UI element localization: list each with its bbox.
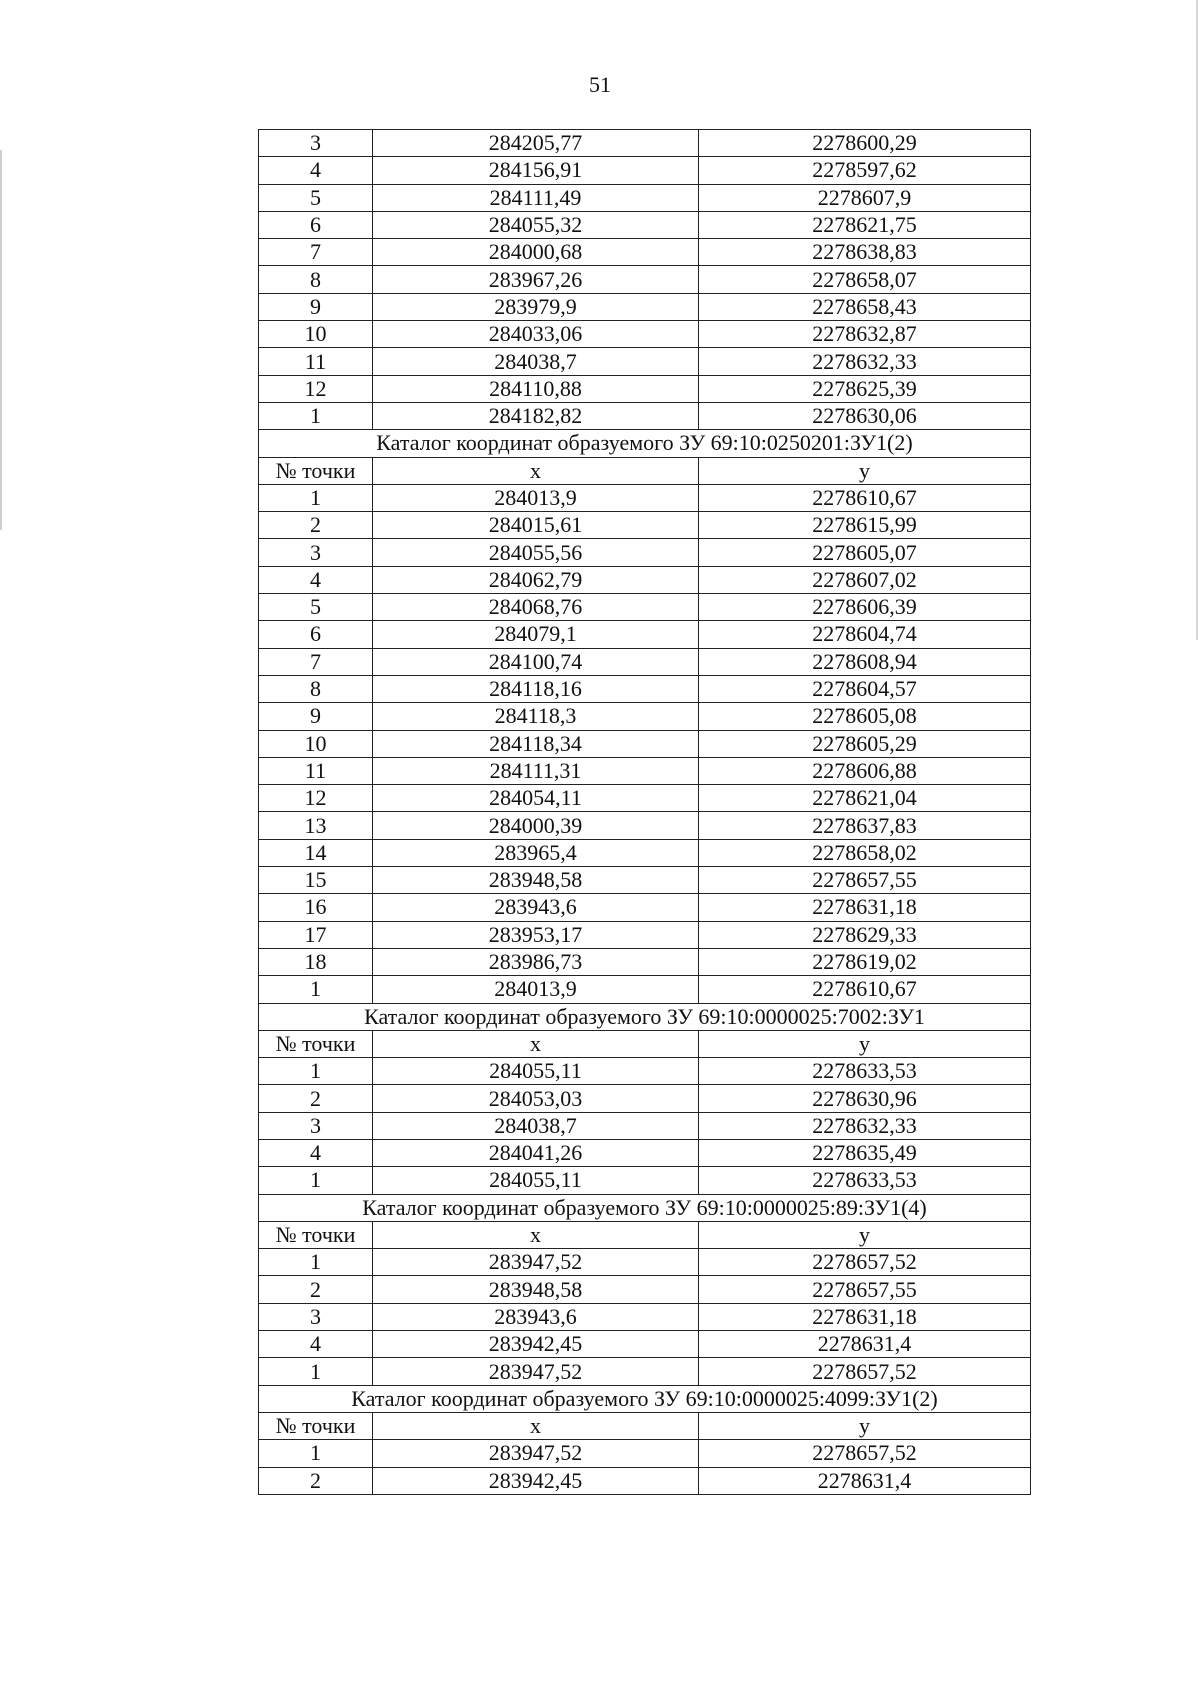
header-x: x <box>373 1030 699 1057</box>
y-coordinate-cell: 2278615,99 <box>699 512 1031 539</box>
table-row <box>259 484 1031 511</box>
scan-edge-left <box>0 150 2 530</box>
point-number-cell: 12 <box>259 785 373 812</box>
y-coordinate-cell: 2278604,57 <box>699 675 1031 702</box>
point-number-cell: 1 <box>259 1249 373 1276</box>
x-coordinate-cell: 284053,03 <box>373 1085 699 1112</box>
table-row <box>259 375 1031 402</box>
x-coordinate-cell: 284041,26 <box>373 1139 699 1166</box>
y-coordinate-cell: 2278638,83 <box>699 239 1031 266</box>
y-coordinate-cell: 2278658,07 <box>699 266 1031 293</box>
x-coordinate-cell: 283942,45 <box>373 1467 699 1494</box>
table-row <box>259 1085 1031 1112</box>
x-coordinate-cell: 284038,7 <box>373 1112 699 1139</box>
header-x: x <box>373 1412 699 1439</box>
y-coordinate-cell: 2278605,07 <box>699 539 1031 566</box>
catalog-title: Каталог координат образуемого ЗУ 69:10:0250201:ЗУ1(2) <box>259 430 1031 457</box>
table-row <box>259 239 1031 266</box>
point-number-cell: 4 <box>259 1139 373 1166</box>
table-row <box>259 157 1031 184</box>
x-coordinate-cell: 284033,06 <box>373 321 699 348</box>
y-coordinate-cell: 2278657,52 <box>699 1440 1031 1467</box>
point-number-cell: 1 <box>259 1440 373 1467</box>
x-coordinate-cell: 283953,17 <box>373 921 699 948</box>
point-number-cell: 13 <box>259 812 373 839</box>
y-coordinate-cell: 2278610,67 <box>699 484 1031 511</box>
table-row <box>259 1249 1031 1276</box>
table-row <box>259 757 1031 784</box>
x-coordinate-cell: 284111,31 <box>373 757 699 784</box>
table-row <box>259 1303 1031 1330</box>
point-number-cell: 16 <box>259 894 373 921</box>
coordinates-table-body <box>259 130 1031 1495</box>
y-coordinate-cell: 2278631,18 <box>699 1303 1031 1330</box>
y-coordinate-cell: 2278637,83 <box>699 812 1031 839</box>
x-coordinate-cell: 283948,58 <box>373 867 699 894</box>
table-row <box>259 1112 1031 1139</box>
point-number-cell: 11 <box>259 348 373 375</box>
header-point-number: № точки <box>259 457 373 484</box>
header-y: y <box>699 1221 1031 1248</box>
x-coordinate-cell: 283979,9 <box>373 293 699 320</box>
table-row <box>259 839 1031 866</box>
y-coordinate-cell: 2278630,96 <box>699 1085 1031 1112</box>
x-coordinate-cell: 283947,52 <box>373 1440 699 1467</box>
point-number-cell: 10 <box>259 321 373 348</box>
table-row <box>259 703 1031 730</box>
x-coordinate-cell: 284015,61 <box>373 512 699 539</box>
table-row <box>259 867 1031 894</box>
table-row <box>259 1440 1031 1467</box>
y-coordinate-cell: 2278600,29 <box>699 130 1031 157</box>
y-coordinate-cell: 2278631,4 <box>699 1331 1031 1358</box>
page-number: 51 <box>589 72 611 97</box>
point-number-cell: 1 <box>259 484 373 511</box>
x-coordinate-cell: 284182,82 <box>373 402 699 429</box>
x-coordinate-cell: 284205,77 <box>373 130 699 157</box>
x-coordinate-cell: 284055,32 <box>373 211 699 238</box>
table-row <box>259 321 1031 348</box>
x-coordinate-cell: 284054,11 <box>373 785 699 812</box>
point-number-cell: 2 <box>259 512 373 539</box>
table-row <box>259 348 1031 375</box>
table-header-row <box>259 1221 1031 1248</box>
table-row <box>259 539 1031 566</box>
header-point-number: № точки <box>259 1030 373 1057</box>
point-number-cell: 14 <box>259 839 373 866</box>
y-coordinate-cell: 2278619,02 <box>699 948 1031 975</box>
table-row <box>259 785 1031 812</box>
table-row <box>259 293 1031 320</box>
x-coordinate-cell: 284062,79 <box>373 566 699 593</box>
table-row <box>259 266 1031 293</box>
point-number-cell: 1 <box>259 1058 373 1085</box>
point-number-cell: 6 <box>259 621 373 648</box>
table-row <box>259 1167 1031 1194</box>
table-row <box>259 1467 1031 1494</box>
y-coordinate-cell: 2278657,52 <box>699 1358 1031 1385</box>
table-row <box>259 402 1031 429</box>
y-coordinate-cell: 2278631,18 <box>699 894 1031 921</box>
y-coordinate-cell: 2278621,75 <box>699 211 1031 238</box>
header-point-number: № точки <box>259 1412 373 1439</box>
table-row <box>259 211 1031 238</box>
y-coordinate-cell: 2278604,74 <box>699 621 1031 648</box>
table-row <box>259 976 1031 1003</box>
x-coordinate-cell: 284111,49 <box>373 184 699 211</box>
x-coordinate-cell: 283986,73 <box>373 948 699 975</box>
x-coordinate-cell: 284000,39 <box>373 812 699 839</box>
y-coordinate-cell: 2278632,33 <box>699 1112 1031 1139</box>
y-coordinate-cell: 2278633,53 <box>699 1058 1031 1085</box>
catalog-title-row <box>259 1385 1031 1412</box>
x-coordinate-cell: 284055,56 <box>373 539 699 566</box>
x-coordinate-cell: 284055,11 <box>373 1167 699 1194</box>
table-row <box>259 921 1031 948</box>
point-number-cell: 4 <box>259 1331 373 1358</box>
x-coordinate-cell: 284068,76 <box>373 594 699 621</box>
point-number-cell: 8 <box>259 675 373 702</box>
table-header-row <box>259 1412 1031 1439</box>
point-number-cell: 9 <box>259 703 373 730</box>
x-coordinate-cell: 284118,34 <box>373 730 699 757</box>
y-coordinate-cell: 2278658,43 <box>699 293 1031 320</box>
point-number-cell: 7 <box>259 239 373 266</box>
y-coordinate-cell: 2278658,02 <box>699 839 1031 866</box>
header-y: y <box>699 1030 1031 1057</box>
point-number-cell: 15 <box>259 867 373 894</box>
x-coordinate-cell: 283965,4 <box>373 839 699 866</box>
point-number-cell: 11 <box>259 757 373 784</box>
point-number-cell: 2 <box>259 1276 373 1303</box>
point-number-cell: 1 <box>259 1167 373 1194</box>
y-coordinate-cell: 2278635,49 <box>699 1139 1031 1166</box>
header-x: x <box>373 1221 699 1248</box>
point-number-cell: 3 <box>259 130 373 157</box>
y-coordinate-cell: 2278606,39 <box>699 594 1031 621</box>
table-row <box>259 1276 1031 1303</box>
y-coordinate-cell: 2278621,04 <box>699 785 1031 812</box>
catalog-title-row <box>259 1194 1031 1221</box>
x-coordinate-cell: 283948,58 <box>373 1276 699 1303</box>
point-number-cell: 5 <box>259 184 373 211</box>
x-coordinate-cell: 284156,91 <box>373 157 699 184</box>
catalog-title-row <box>259 1003 1031 1030</box>
point-number-cell: 1 <box>259 402 373 429</box>
table-row <box>259 730 1031 757</box>
header-point-number: № точки <box>259 1221 373 1248</box>
table-row <box>259 812 1031 839</box>
y-coordinate-cell: 2278605,29 <box>699 730 1031 757</box>
x-coordinate-cell: 283942,45 <box>373 1331 699 1358</box>
catalog-title-row <box>259 430 1031 457</box>
y-coordinate-cell: 2278632,33 <box>699 348 1031 375</box>
x-coordinate-cell: 284013,9 <box>373 976 699 1003</box>
catalog-title: Каталог координат образуемого ЗУ 69:10:0000025:7002:ЗУ1 <box>259 1003 1031 1030</box>
header-x: x <box>373 457 699 484</box>
y-coordinate-cell: 2278597,62 <box>699 157 1031 184</box>
y-coordinate-cell: 2278605,08 <box>699 703 1031 730</box>
y-coordinate-cell: 2278607,9 <box>699 184 1031 211</box>
point-number-cell: 12 <box>259 375 373 402</box>
y-coordinate-cell: 2278610,67 <box>699 976 1031 1003</box>
table-row <box>259 1358 1031 1385</box>
table-row <box>259 948 1031 975</box>
x-coordinate-cell: 284100,74 <box>373 648 699 675</box>
x-coordinate-cell: 283943,6 <box>373 1303 699 1330</box>
x-coordinate-cell: 284118,3 <box>373 703 699 730</box>
y-coordinate-cell: 2278608,94 <box>699 648 1031 675</box>
y-coordinate-cell: 2278657,52 <box>699 1249 1031 1276</box>
table-row <box>259 1139 1031 1166</box>
point-number-cell: 2 <box>259 1467 373 1494</box>
header-y: y <box>699 1412 1031 1439</box>
y-coordinate-cell: 2278607,02 <box>699 566 1031 593</box>
table-header-row <box>259 457 1031 484</box>
table-row <box>259 1331 1031 1358</box>
x-coordinate-cell: 284118,16 <box>373 675 699 702</box>
x-coordinate-cell: 284079,1 <box>373 621 699 648</box>
y-coordinate-cell: 2278632,87 <box>699 321 1031 348</box>
point-number-cell: 2 <box>259 1085 373 1112</box>
point-number-cell: 4 <box>259 157 373 184</box>
table-row <box>259 648 1031 675</box>
point-number-cell: 18 <box>259 948 373 975</box>
table-row <box>259 184 1031 211</box>
catalog-title: Каталог координат образуемого ЗУ 69:10:0000025:89:ЗУ1(4) <box>259 1194 1031 1221</box>
x-coordinate-cell: 284000,68 <box>373 239 699 266</box>
y-coordinate-cell: 2278606,88 <box>699 757 1031 784</box>
table-row <box>259 130 1031 157</box>
table-row <box>259 894 1031 921</box>
table-header-row <box>259 1030 1031 1057</box>
x-coordinate-cell: 283947,52 <box>373 1358 699 1385</box>
y-coordinate-cell: 2278657,55 <box>699 1276 1031 1303</box>
table-row <box>259 512 1031 539</box>
y-coordinate-cell: 2278625,39 <box>699 375 1031 402</box>
point-number-cell: 9 <box>259 293 373 320</box>
point-number-cell: 17 <box>259 921 373 948</box>
table-row <box>259 566 1031 593</box>
y-coordinate-cell: 2278630,06 <box>699 402 1031 429</box>
catalog-title: Каталог координат образуемого ЗУ 69:10:0000025:4099:ЗУ1(2) <box>259 1385 1031 1412</box>
table-row <box>259 621 1031 648</box>
y-coordinate-cell: 2278633,53 <box>699 1167 1031 1194</box>
point-number-cell: 3 <box>259 539 373 566</box>
x-coordinate-cell: 284013,9 <box>373 484 699 511</box>
point-number-cell: 3 <box>259 1303 373 1330</box>
point-number-cell: 7 <box>259 648 373 675</box>
point-number-cell: 8 <box>259 266 373 293</box>
table-row <box>259 675 1031 702</box>
point-number-cell: 1 <box>259 1358 373 1385</box>
point-number-cell: 1 <box>259 976 373 1003</box>
x-coordinate-cell: 284055,11 <box>373 1058 699 1085</box>
x-coordinate-cell: 284038,7 <box>373 348 699 375</box>
x-coordinate-cell: 283947,52 <box>373 1249 699 1276</box>
table-row <box>259 1058 1031 1085</box>
point-number-cell: 4 <box>259 566 373 593</box>
x-coordinate-cell: 284110,88 <box>373 375 699 402</box>
table-row <box>259 594 1031 621</box>
y-coordinate-cell: 2278629,33 <box>699 921 1031 948</box>
x-coordinate-cell: 283943,6 <box>373 894 699 921</box>
y-coordinate-cell: 2278657,55 <box>699 867 1031 894</box>
point-number-cell: 3 <box>259 1112 373 1139</box>
coordinates-table <box>258 129 1031 1495</box>
y-coordinate-cell: 2278631,4 <box>699 1467 1031 1494</box>
point-number-cell: 6 <box>259 211 373 238</box>
point-number-cell: 10 <box>259 730 373 757</box>
point-number-cell: 5 <box>259 594 373 621</box>
x-coordinate-cell: 283967,26 <box>373 266 699 293</box>
header-y: y <box>699 457 1031 484</box>
